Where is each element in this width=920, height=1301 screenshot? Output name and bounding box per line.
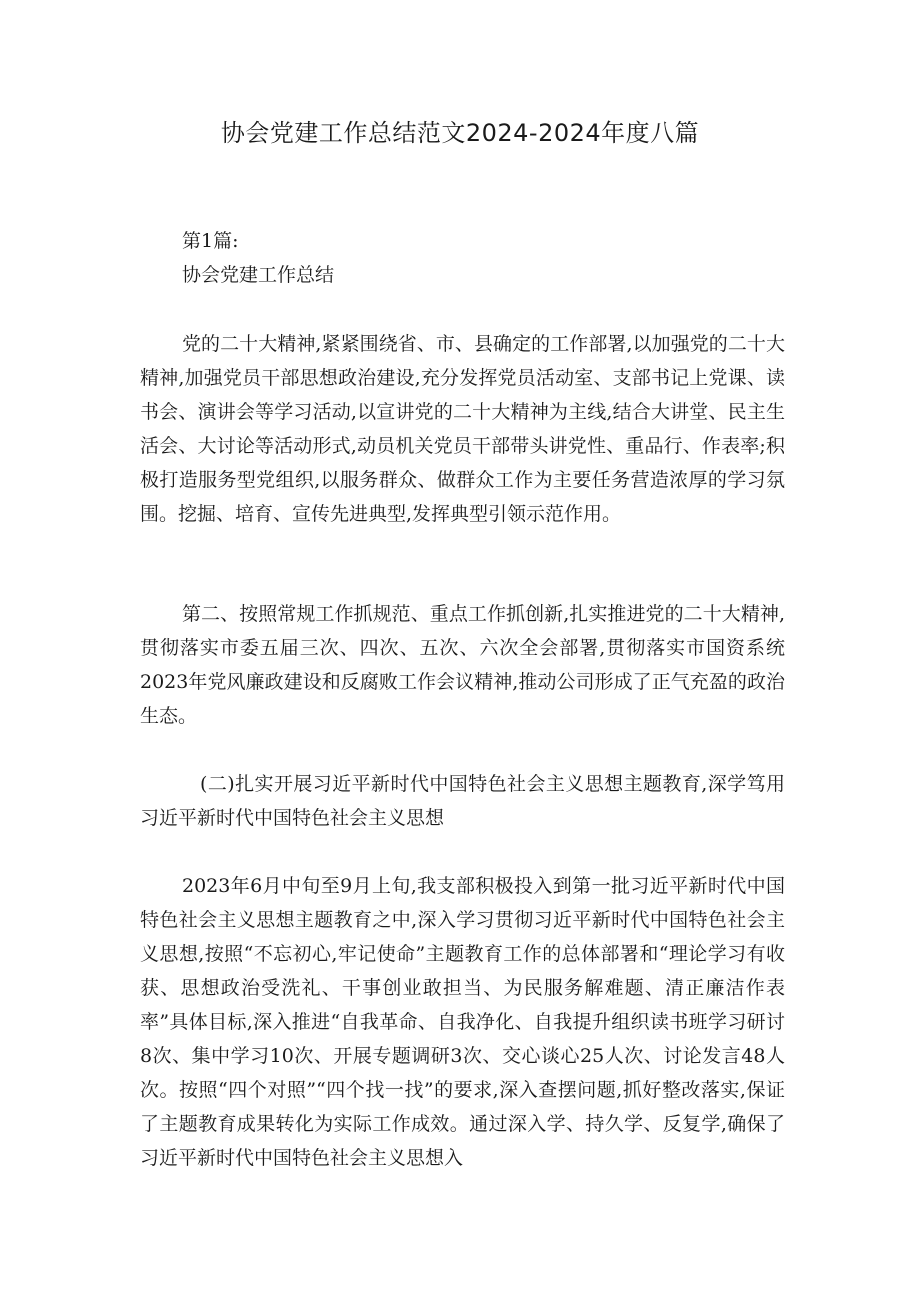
paragraph-2: 第二、按照常规工作抓规范、重点工作抓创新,扎实推进党的二十大精神,贯彻落实市委五届三次、四次、五次、六次全会部署,贯彻落实市国资系统2023年党风廉政建设和反腐败工作会议精神,推动公司形成了正气充盈的政治生态。 [140,603,785,727]
paragraph-1: 党的二十大精神,紧紧围绕省、市、县确定的工作部署,以加强党的二十大精神,加强党员干部思想政治建设,充分发挥党员活动室、支部书记上党课、读书会、演讲会等学习活动,以宣讲党的二十大精神为主线,结合大讲堂、民主生活会、大讨论等活动形式,动员机关党员干部带头讲党性、重品行、作表率;积极打造服务型党组织,以服务群众、做群众工作为主要任务营造浓厚的学习氛围。挖掘、培育、宣传先进典型,发挥典型引领示范作用。 [140,333,785,525]
document-title: 协会党建工作总结范文2024-2024年度八篇 [220,119,700,147]
paragraph-4: 2023年6月中旬至9月上旬,我支部积极投入到第一批习近平新时代中国特色社会主义思想主题教育之中,深入学习贯彻习近平新时代中国特色社会主义思想,按照“不忘初心,牢记使命”主题教育工作的总体部署和“理论学习有收获、思想政治受洗礼、干事创业敢担当、为民服务解难题、清正廉洁作表率”具体目标,深入推进“自我革命、自我净化、自我提升组织读书班学习研讨8次、集中学习10次、开展专题调研3次、交心谈心25人次、讨论发言48人次。按照“四个对照”“四个找一找”的要求,深入查摆问题,抓好整改落实,保证了主题教育成果转化为实际工作成效。通过深入学、持久学、反复学,确保了习近平新时代中国特色社会主义思想入 [140,875,785,1169]
section-title: 协会党建工作总结 [182,264,335,286]
paragraph-3-heading: (二)扎实开展习近平新时代中国特色社会主义思想主题教育,深学笃用习近平新时代中国特色社会主义思想 [140,773,785,829]
section-label: 第1篇: [182,230,239,252]
